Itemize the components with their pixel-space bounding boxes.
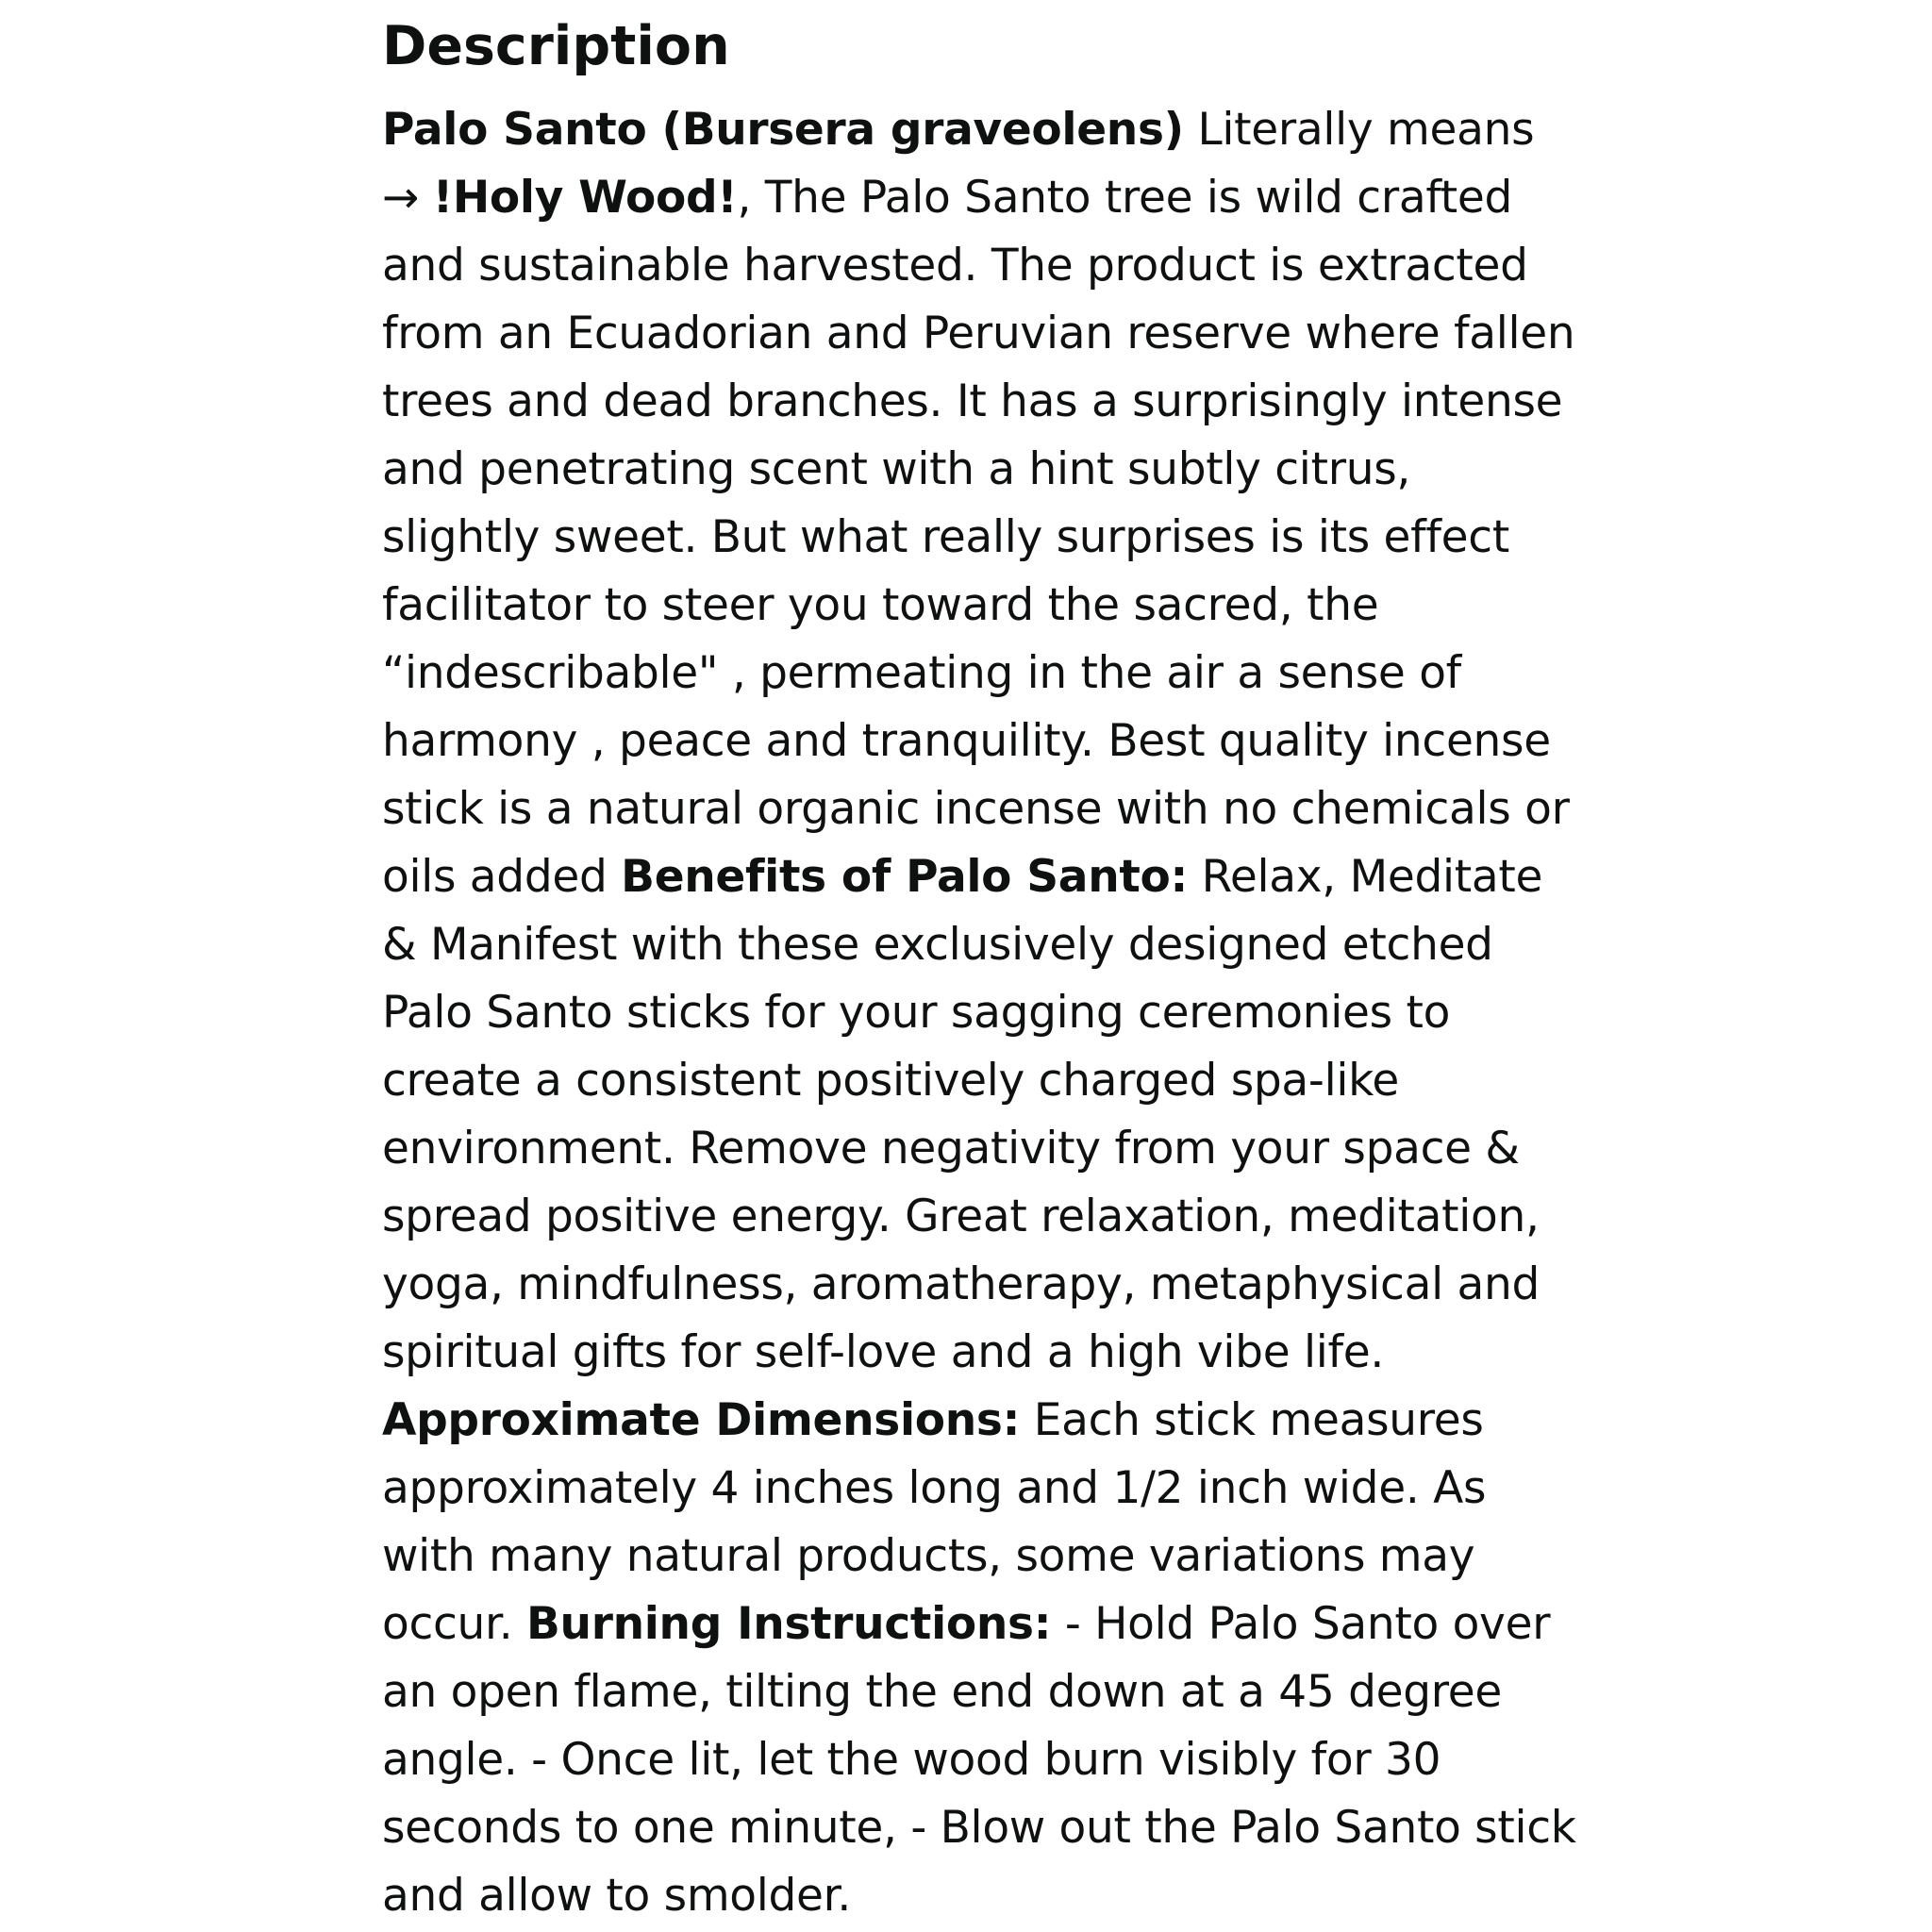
description-text (382, 96, 1580, 1930)
benefits-label: Benefits of Palo Santo: (621, 851, 1189, 903)
product-description-section (382, 8, 1580, 1930)
product-name-label: Palo Santo (Bursera graveolens) (382, 104, 1184, 156)
description-run-text: , The Palo Santo tree is wild crafted and sustainable harvested. The product is extracted from an Ecuadorian and Peruvian reserve where fallen trees and dead branches. It has a surprisingly intense and penetrating scent with a hint subtly citrus, slightly sweet. But what really surprises is its effect facilitator to steer you toward the sacred, the “indescribable" , permeating in the air a sense of harmony , peace and tranquility. Best quality incense stick is a natural organic incense with no chemicals or oils added (382, 172, 1575, 903)
burning-instructions-label: Burning Instructions: (526, 1598, 1052, 1650)
description-run-text: Each stick measures approximately 4 inches long and 1/2 inch wide. As with many natural products, some variations may occur. (382, 1394, 1487, 1650)
description-heading: Description (382, 15, 730, 77)
dimensions-label: Approximate Dimensions: (382, 1394, 1021, 1446)
holy-wood-label: !Holy Wood! (432, 172, 738, 224)
description-run-text: Relax, Meditate & Manifest with these exclusively designed etched Palo Santo sticks for your sagging ceremonies to create a consistent positively charged spa-like environment. Remove negativity from your space & spread positive energy. Great relaxation, meditation, yoga, mindfulness, aromatherapy, metaphysical and spiritual gifts for self-love and a high vibe life. (382, 851, 1543, 1378)
description-run-text: Literally means → (382, 104, 1535, 224)
description-run-text: - Hold Palo Santo over an open flame, tilting the end down at a 45 degree angle. - Once lit, let the wood burn visibly for 30 seconds to one minute, - Blow out the Palo Santo stick and allow to smolder. (382, 1598, 1576, 1922)
